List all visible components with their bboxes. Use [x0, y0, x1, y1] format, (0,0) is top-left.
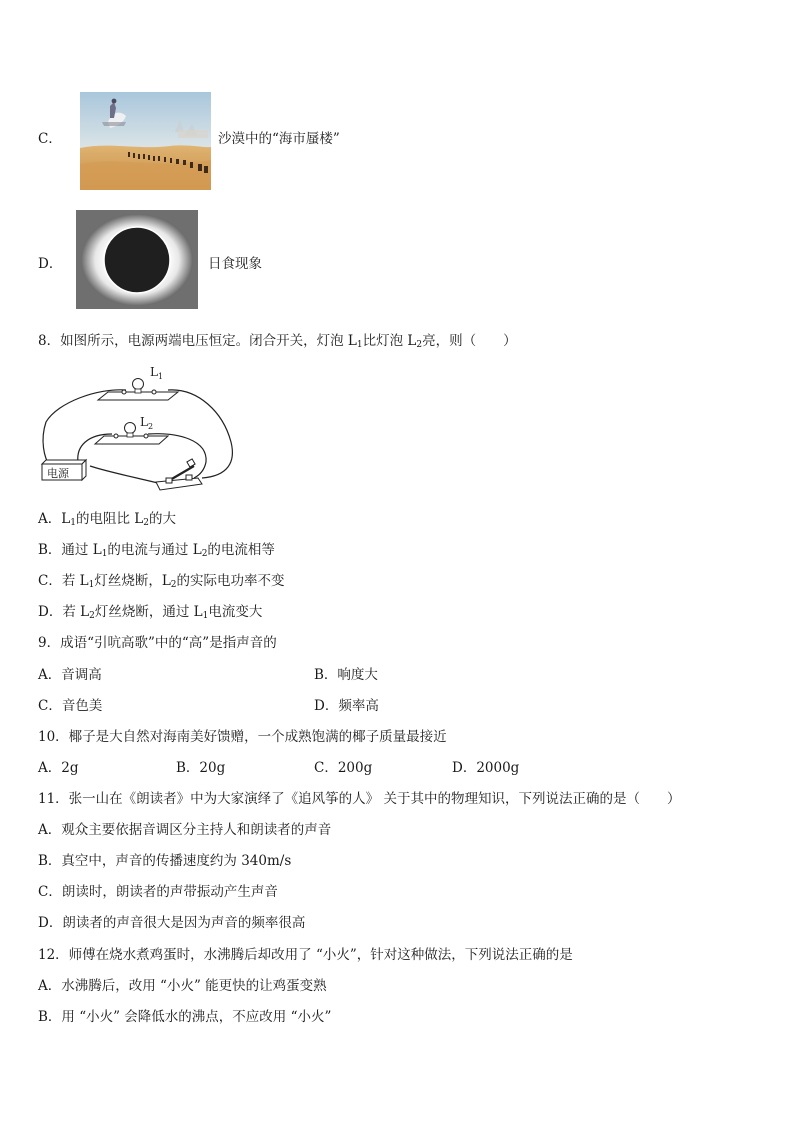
q11-option-d: D．朗读者的声音很大是因为声音的频率很高 — [38, 915, 306, 931]
q9-option-d: D．频率高 — [314, 698, 379, 714]
q8-option-b: B．通过 $L_1$的电流与通过 $L_2$的电流相等 — [38, 542, 275, 559]
q11-option-b: B．真空中，声音的传播速度约为 340m/s — [38, 853, 292, 869]
solar-eclipse-image — [76, 210, 198, 309]
switch — [156, 459, 202, 490]
option-d-letter: D． — [38, 256, 63, 272]
q11-stem: 11．张一山在《朗读者》中为大家演绎了《追风筝的人》 关于其中的物理知识，下列说法正确的是（ ） — [38, 791, 681, 807]
q10-option-d: D．2000g — [452, 760, 520, 776]
q9-option-a: A．音调高 — [38, 667, 102, 683]
option-c-letter: C． — [38, 131, 62, 147]
desert-mirage-image — [80, 92, 211, 190]
q11-option-c: C．朗读时，朗读者的声带振动产生声音 — [38, 884, 278, 900]
power-source-label: 电源 — [47, 467, 69, 480]
q9-option-b: B．响度大 — [314, 667, 378, 683]
q11-option-a: A．观众主要依据音调区分主持人和朗读者的声音 — [38, 822, 332, 838]
bulb-l1 — [98, 379, 178, 401]
q10-stem: 10．椰子是大自然对海南美好馈赠，一个成熟饱满的椰子质量最接近 — [38, 729, 447, 745]
q8-option-c: C．若 $L_1$灯丝烧断，$L_2$的实际电功率不变 — [38, 573, 285, 590]
circuit-diagram — [38, 362, 238, 494]
q10-option-c: C．200g — [314, 760, 373, 776]
q9-stem: 9．成语“引吭高歌”中的“高”是指声音的 — [38, 635, 277, 651]
q10-option-b: B．20g — [176, 760, 226, 776]
q12-option-a: A．水沸腾后，改用 “小火” 能更快的让鸡蛋变熟 — [38, 978, 327, 994]
q12-stem: 12．师傅在烧水煮鸡蛋时，水沸腾后却改用了 “小火”，针对这种做法，下列说法正确的是 — [38, 947, 573, 963]
q8-option-a: A．$L_1$的电阻比 $L_2$的大 — [38, 511, 176, 528]
q12-option-b: B．用 “小火” 会降低水的沸点，不应改用 “小火” — [38, 1009, 332, 1025]
option-d-caption: 日食现象 — [208, 256, 262, 272]
option-c-caption: 沙漠中的“海市蜃楼” — [218, 131, 340, 147]
q8-stem: 8．如图所示，电源两端电压恒定。闭合开关，灯泡 $L_1$比灯泡 $L_2$亮，则（ ） — [38, 333, 517, 350]
l1-label: $L_1$ — [150, 365, 164, 381]
q9-option-c: C．音色美 — [38, 698, 103, 714]
q8-option-d: D．若 $L_2$灯丝烧断，通过 $L_1$电流变大 — [38, 604, 263, 621]
q10-option-a: A．2g — [38, 760, 79, 776]
l2-label: $L_2$ — [140, 415, 154, 431]
